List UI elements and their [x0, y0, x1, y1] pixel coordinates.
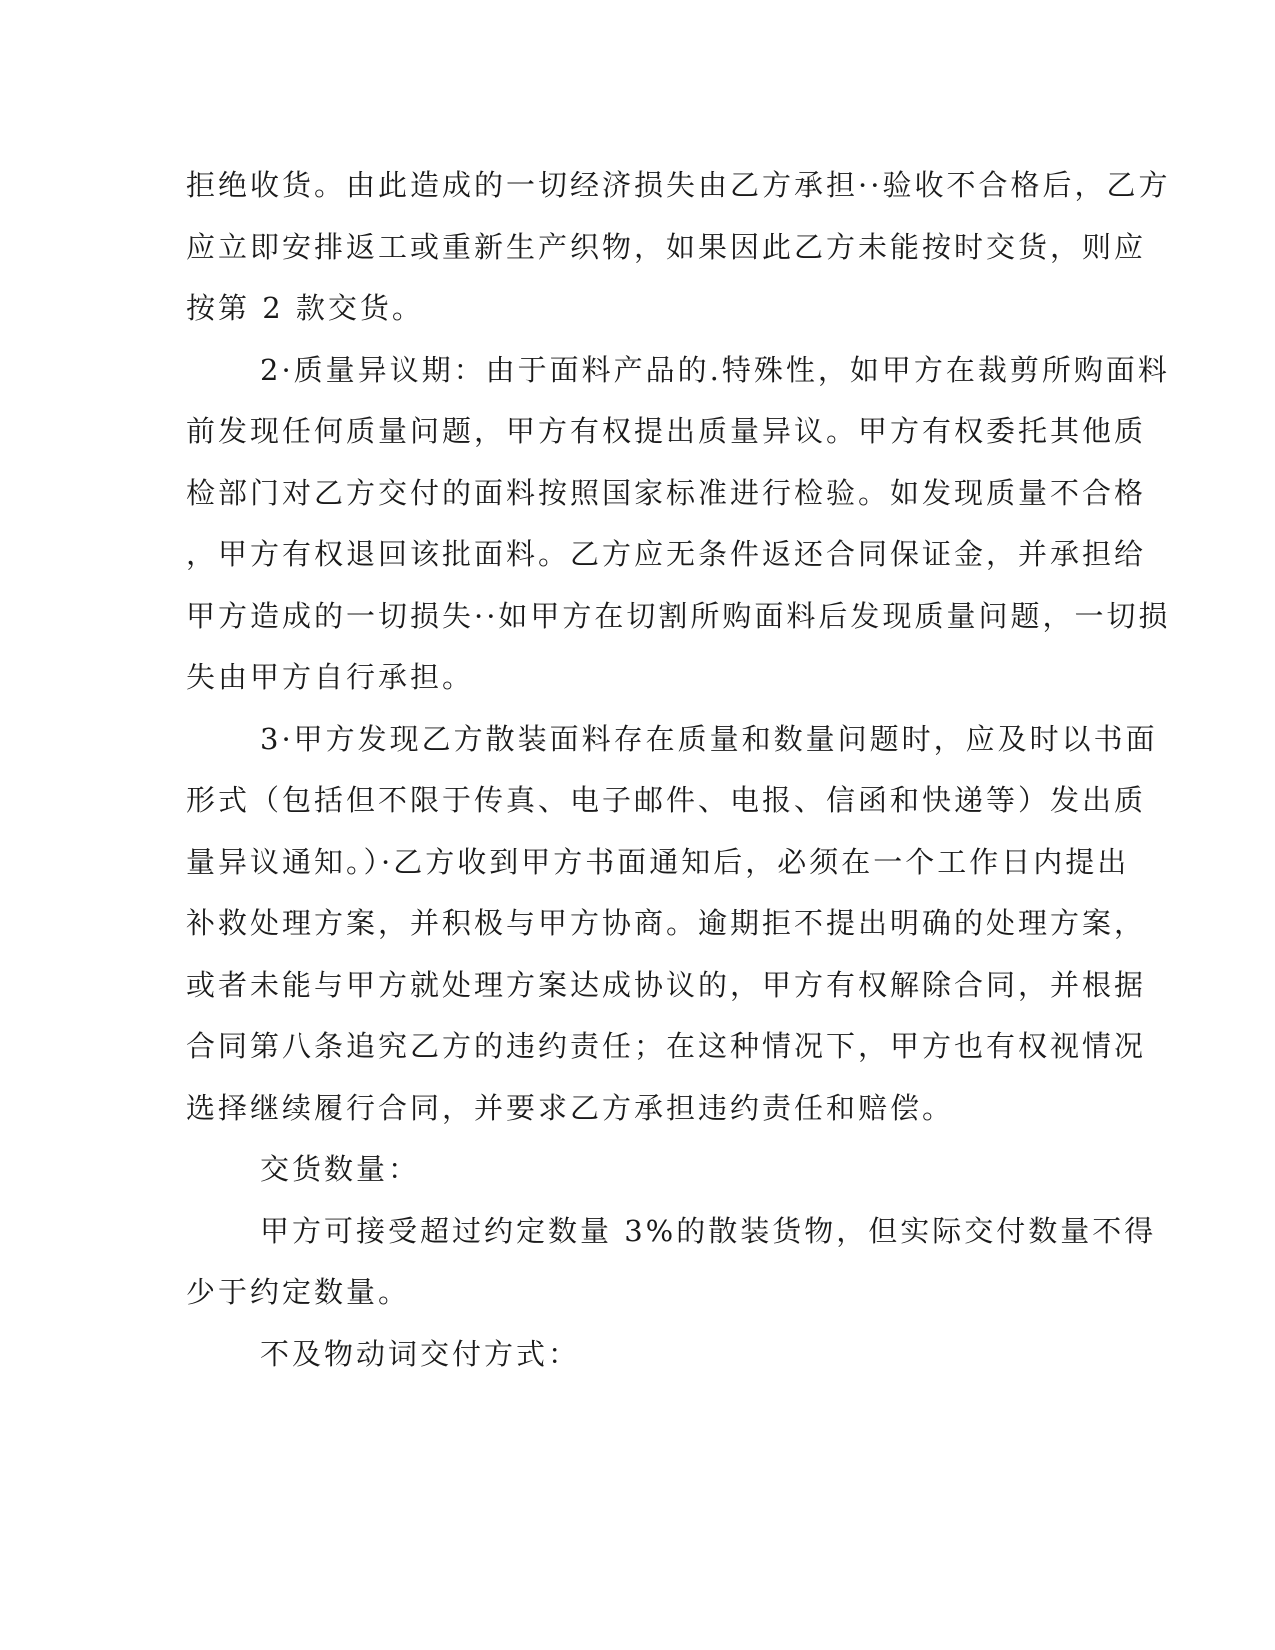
text-line: 应立即安排返工或重新生产织物，如果因此乙方未能按时交货，则应 — [186, 229, 1147, 264]
section-heading-line: 交货数量： — [260, 1152, 421, 1186]
text-line: 拒绝收货。由此造成的一切经济损失由乙方承担··验收不合格后，乙方 — [186, 168, 1171, 202]
paragraph-start-line: 甲方可接受超过约定数量 3%的散装货物，但实际交付数量不得 — [260, 1213, 1157, 1248]
text-line: ，甲方有权退回该批面料。乙方应无条件返还合同保证金，并承担给 — [186, 537, 1147, 571]
text-line: 量异议通知。）·乙方收到甲方书面通知后，必须在一个工作日内提出 — [186, 844, 1130, 879]
document-body — [186, 155, 1171, 1385]
text-line: 前发现任何质量问题，甲方有权提出质量异议。甲方有权委托其他质 — [186, 414, 1147, 448]
text-line: 补救处理方案，并积极与甲方协商。逾期拒不提出明确的处理方案， — [186, 906, 1147, 940]
text-line: 少于约定数量。 — [186, 1275, 411, 1309]
text-line: 选择继续履行合同，并要求乙方承担违约责任和赔偿。 — [186, 1090, 955, 1125]
paragraph-start-line: 2·质量异议期：由于面料产品的.特殊性，如甲方在裁剪所购面料 — [260, 352, 1170, 387]
text-line: 失由甲方自行承担。 — [186, 660, 475, 694]
text-line: 形式（包括但不限于传真、电子邮件、电报、信函和快递等）发出质 — [186, 783, 1147, 817]
text-line: 合同第八条追究乙方的违约责任；在这种情况下，甲方也有权视情况 — [186, 1029, 1147, 1063]
paragraph-start-line: 3·甲方发现乙方散装面料存在质量和数量问题时，应及时以书面 — [260, 721, 1158, 756]
text-line: 甲方造成的一切损失··如甲方在切割所购面料后发现质量问题，一切损 — [186, 598, 1171, 633]
text-line: 按第 2 款交货。 — [186, 291, 424, 325]
text-line: 检部门对乙方交付的面料按照国家标准进行检验。如发现质量不合格 — [186, 475, 1147, 510]
section-heading-line: 不及物动词交付方式： — [260, 1336, 581, 1371]
text-line: 或者未能与甲方就处理方案达成协议的，甲方有权解除合同，并根据 — [186, 967, 1147, 1002]
